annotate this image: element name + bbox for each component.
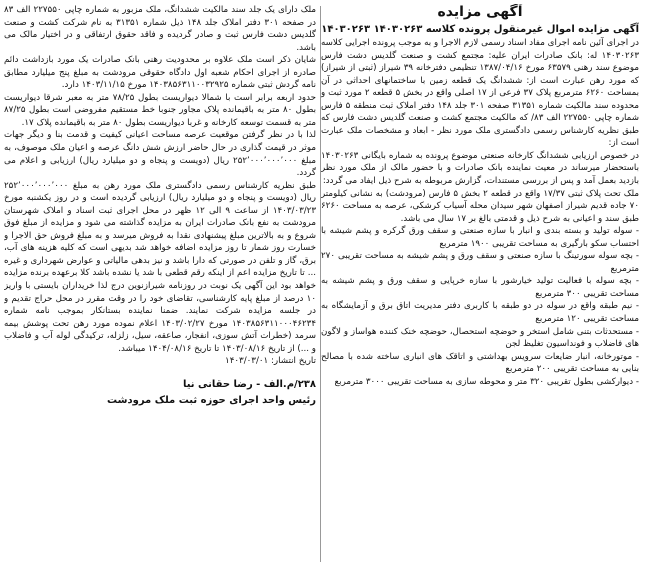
- paragraph-valuation-intro: در خصوص ارزیابی ششدانگ کارخانه صنعتی موضوع پرونده به شماره بایگانی ۱۴۰۳۰۲۶۳ باستحضار میرساند در معیت نماینده بانک صادرات و با حضور مالک از ملک مورد نظر بازدید بعمل آمد و پس از بررسی مستندات، گزارش مربوطه به شرح ذیل ایفاد می گردد:: [321, 150, 639, 187]
- notice-column-right: [321, 4, 639, 564]
- paragraph-case-intro: در اجرای آئین نامه اجرای مفاد اسناد رسمی لازم الاجرا و به موجب پرونده اجرایی کلاسه ۱۴۰۳۰۲۶۳ له: بانک صادرات ایران علیه: مجتمع کشت و صنعت گلدیس دشت فارس موضوع سند رهنی ۶۳۵۷۹ مورخ ۱۳۸۷/۰۴/۱۶ تنظیمی دفترخانه ۳۹ شیراز (ثبتی از شیراز) که مورد رهن عبارت است از: ششدانگ یک قطعه زمین با ساختمانهای احداثی در آن بمساحت ۶۲۶۰ مترمربع پلاک ۳۷ فرعی از ۱۷ اصلی واقع در بخش ۵ قطعه ۲ مورد ثبت و محدوده سند مالکیت شماره ۳۱۳۵۱ صفحه ۳۰۱ جلد ۱۴۸ دفتر املاک ثبت منطقه ۵ فارس شماره چاپی ۲۲۷۵۵۰ الف ۸۳/ که مالکیت مجتمع کشت و صنعت گلدیس دشت فارس که طبق نظریه کارشناس رسمی دادگستری ملک مورد نظر - ابعاد و مشخصات ملک عبارت است از:: [321, 38, 639, 149]
- list-item-sorting-hall: - بچه سوله سورتینگ با سازه صنعتی و سقف ورق و پشم شیشه به مساحت تقریبی ۲۷۰ مترمربع: [321, 251, 639, 274]
- paragraph-seizure: شایان ذکر است ملک علاوه بر محدودیت رهنی بانک صادرات یک مورد بازداشت دائم صادره از اجرای احکام شعبه اول دادگاه حقوقی مرودشت به مبلغ پنج میلیارد مطابق نامه گردش ثبتی شماره ۱۴۰۳۸۵۶۳۱۱۰۰۳۲۹۲۵ مورخ ۱۴۰۳/۱۱/۱۵ دارد.: [4, 55, 316, 91]
- column-divider: [320, 6, 321, 562]
- list-item-production-hall: - سوله تولید و بسته بندی و انبار با سازه صنعتی و سقف ورق گرکره و پشم شیشه با احتساب سکو بارگیری به مساحت تقریبی ۱۹۰۰ مترمربع: [321, 226, 639, 249]
- publication-date: تاریخ انتشار: ۱۴۰۳/۰۳/۰۱: [225, 356, 316, 367]
- paragraph-title-deed: ملک دارای یک جلد سند مالکیت ششدانگ، ملک مزبور به شماره چاپی ۲۲۷۵۵۰ الف ۸۳ در صفحه ۳۰۱ دفتر املاک جلد ۱۴۸ ذیل شماره ۳۱۳۵۱ به نام شرکت کشت و صنعت گلدیس دشت فارس ثبت و صادر گردیده و فاقد حقوق ارتفاقی و در اختیار مالک می باشد.: [4, 5, 316, 53]
- list-item-engine-room: - موتورخانه، انبار ضایعات سرویس بهداشتی و اتاقک های انباری ساخته شده با مصالح بنایی به مساحت تقریبی ۲۰۰ مترمربع: [321, 351, 639, 375]
- paragraph-valuation: لذا با در نظر گرفتن موقعیت عرصه مساحت اعیانی کیفیت و قدمت بنا و دیگر جهات موثر در قیمت گذاری در حال حاضر ارزش شش دانگ عرصه و اعیان ملک موصوف، به مبلغ ۲۵۲٬۰۰۰٬۰۰۰٬۰۰۰ ریال (دویست و پنجاه و دو میلیارد ریال) ارزیابی و اعلام می گردد.: [4, 130, 316, 179]
- paragraph-property-location: ملک تحت پلاک ثبتی ۱۷/۳۷ واقع در قطعه ۲ بخش ۵ فارس (مرودشت) به نشانی کیلومتر ۷۰ جاده قدیم شیراز اصفهان شهر سیدان محله آسیاب کرشکی، عرصه به مساحت ۶۲۶۰ طبق سند و اعیانی به شرح ذیل و قدمتی بالغ بر ۱۷ سال می باشد.: [321, 188, 639, 224]
- paragraph-boundaries: حدود اربعه برابر است با شمالا دیواریست بطول ۷۸/۲۵ متر به معبر شرقا دیواریست بطول ۸۰ متر به باقیمانده پلاک مجاور جنوبا خط مستقیم مفروضی است بطول ۸۷/۲۵ متر به قسمت توسعه کارخانه و غربا دیواریست بطول ۸۰ متر به باقیمانده پلاک ۱۷.: [4, 92, 316, 128]
- list-item-concrete-structures: - مستحدثات بتنی شامل استخر و حوضچه استحصال، حوضچه خنک کننده هواساز و لاگون های فاضلاب و فونداسیون تغلیظ لجن: [321, 326, 639, 350]
- notice-subtitle: آگهی مزایده اموال غیرمنقول پرونده کلاسه ۱۴۰۳۰۲۶۳ ۱۴۰۳۰۲۶۳: [321, 24, 639, 35]
- notice-title: آگهی مزایده: [437, 4, 523, 20]
- list-item-walls: - دیوارکشی بطول تقریبی ۳۲۰ متر و محوطه سازی به مساحت تقریبی ۳۰۰۰ مترمربع: [334, 376, 639, 387]
- notice-column-left: [4, 4, 316, 564]
- signature-title: رئیس واحد اجرای حوزه ثبت ملک مرودشت: [107, 394, 316, 406]
- signature-reference: ۲۳۸/م.الف - رضا حقانی نیا: [182, 378, 316, 390]
- list-item-mezzanine: - نیم طبقه واقع در سوله در دو طبقه با کاربری دفتر مدیریت اتاق برق و آزمایشگاه به مساحت تقریبی ۱۲۰ مترمربع: [321, 301, 639, 325]
- paragraph-auction-terms: طبق نظریه کارشناس رسمی دادگستری ملک مورد رهن به مبلغ ۲۵۲٬۰۰۰٬۰۰۰٬۰۰۰ ریال (دویست و پنجاه و دو میلیارد ریال) ارزیابی گردیده است و در روز یکشنبه مورخ ۱۴۰۳/۰۳/۲۳ از ساعت ۹ الی ۱۲ ظهر در محل اجرای ثبت اسناد و املاک شهرستان مرودشت به نفع بانک صادرات ایران به مزایده گذاشته می شود و مزایده از مبلغ فوق شروع و به بالاترین مبلغ پیشنهادی نقدا به فروش میرسد و به مبلغ فروش حق الاجرا و خسارت روز شمار تا روز مزایده اضافه خواهد شد بدیهی است که کلیه هزینه های آب، برق، گاز و تلفن در صورتی که دارا باشد و نیز بدهی مالیاتی و عوارض شهرداری و غیره ... تا تاریخ مزایده اعم از اینکه رقم قطعی با شد یا نشده باشد کلا برعهده برنده مزایده خواهد بود این آگهی یک نوبت در روزنامه شیرازنوین درج لذا خریداران بایستی با واریز ۱۰ درصد از مبلغ پایه کارشناسی، تقاضای خود را در وقت مقرر در محل حراج تقدیم و در جلسه مزایده شرکت نمایند. ضمنا نماینده بستانکار بموجب نامه شماره ۱۴۰۳۸۵۶۳۱۱۰۰۰۴۶۲۳۴ مورخ ۱۴۰۳/۰۲/۲۷ اعلام نموده مورد رهن تحت پوشش بیمه سرمد (خطرات آتش سوزی، انفجار، صاعقه، سیل، زلزله، ترکیدگی لوله آب و فاضلاب و ...) از تاریخ ۱۴۰۳/۰۸/۱۶ تا تاریخ ۱۴۰۴/۰۸/۱۶ میباشد.: [4, 180, 316, 354]
- list-item-pickle-hall: - بچه سوله با فعالیت تولید خیارشور با سازه خرپایی و سقف ورق و پشم شیشه به مساحت تقریبی ۳۰۰ مترمربع: [321, 276, 639, 299]
